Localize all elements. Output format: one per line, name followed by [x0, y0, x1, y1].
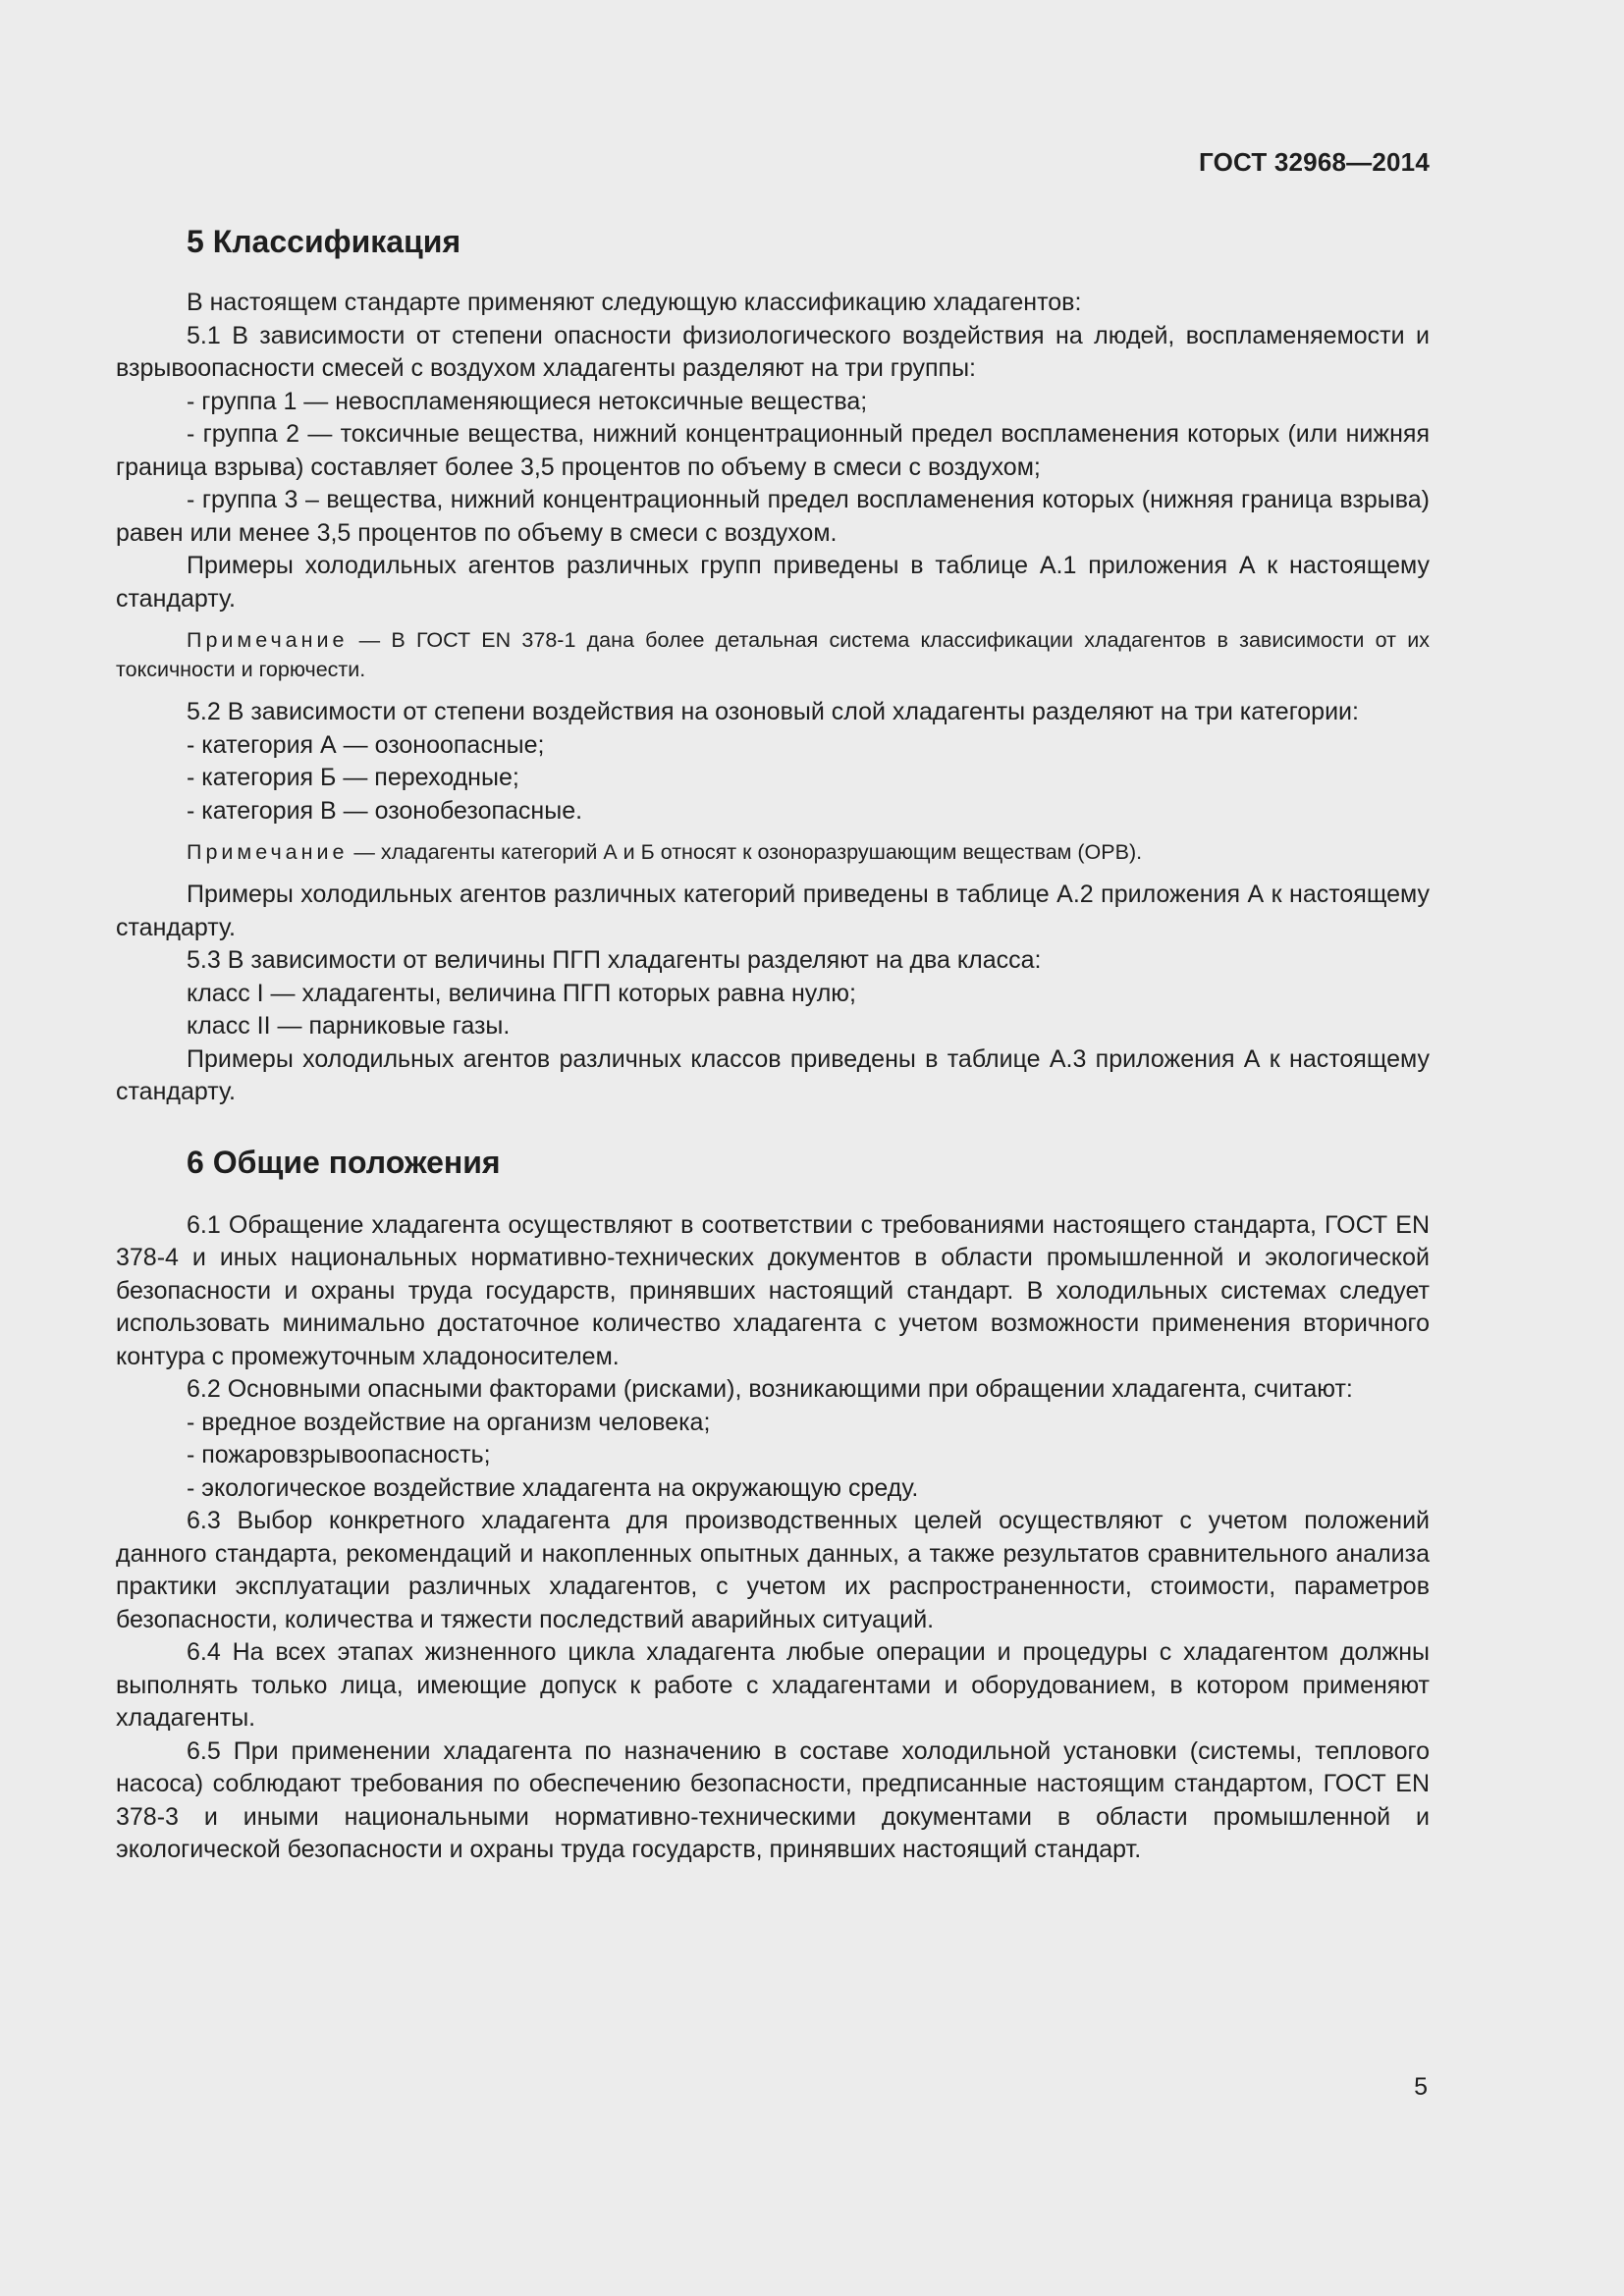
note-1	[116, 625, 1430, 684]
note-1-label: Примечание	[187, 628, 349, 652]
group-item-1: - группа 1 — невоспламеняющиеся нетоксичные вещества;	[187, 387, 868, 415]
risk-item-1: - вредное воздействие на организм человека;	[187, 1408, 711, 1436]
class-item-2: класс II — парниковые газы.	[187, 1012, 511, 1040]
category-item-a: - категория А — озоноопасные;	[187, 730, 545, 759]
clause-6-2: 6.2 Основными опасными факторами (рисками), возникающими при обращении хладагента, считают:	[187, 1375, 1353, 1403]
note-1-text: — В ГОСТ EN 378-1 дана более детальная система классификации хладагентов в зависимости от их токсичности и горючести.	[116, 628, 1430, 681]
clause-6-5: 6.5 При применении хладагента по назначению в составе холодильной установки (системы, теплового насоса) соблюдают требования по обеспечению безопасности, предписанные настоящим стандартом, ГОСТ EN 378-3 и иными национальными нормативно-техническими документами в области промышленной и экологической безопасности и охраны труда государств, принявших настоящий стандарт.	[116, 1736, 1430, 1863]
note-2	[116, 837, 1430, 867]
risk-item-2: - пожаровзрывоопасность;	[187, 1441, 491, 1468]
clause-6-1: 6.1 Обращение хладагента осуществляют в соответствии с требованиями настоящего стандарта, ГОСТ EN 378-4 и иных национальных нормативно-технических документов в области промышленной и экологической безопасности и охраны труда государств, принявших настоящий стандарт. В холодильных системах следует использовать минимально достаточное количество хладагента с учетом возможности применения вторичного контура с промежуточным хладоносителем.	[116, 1210, 1430, 1370]
page-number: 5	[1414, 2073, 1428, 2101]
group-item-2: - группа 2 — токсичные вещества, нижний концентрационный предел воспламенения которых (или нижняя граница взрыва) составляет более 3,5 процентов по объему в смеси с воздухом;	[116, 420, 1430, 481]
risk-item-3: - экологическое воздействие хладагента на окружающую среду.	[187, 1473, 919, 1502]
clause-6-4: 6.4 На всех этапах жизненного цикла хладагента любые операции и процедуры с хладагентом должны выполнять только лица, имеющие допуск к работе с хладагентами и оборудованием, в котором применяют хладагенты.	[116, 1638, 1430, 1732]
clause-5-3: 5.3 В зависимости от величины ПГП хладагенты разделяют на два класса:	[187, 946, 1042, 974]
clause-5-2: 5.2 В зависимости от степени воздействия на озоновый слой хладагенты разделяют на три категории:	[187, 698, 1359, 725]
category-item-v: - категория В — озонобезопасные.	[187, 796, 583, 825]
category-item-b: - категория Б — переходные;	[187, 764, 519, 791]
note-2-text: — хладагенты категорий А и Б относят к озоноразрушающим веществам (ОРВ).	[348, 840, 1143, 864]
section-5-title: 5 Классификация	[187, 224, 461, 259]
section-6-title: 6 Общие положения	[187, 1144, 501, 1180]
examples-categories: Примеры холодильных агентов различных категорий приведены в таблице А.2 приложения А к настоящему стандарту.	[116, 881, 1430, 941]
examples-classes: Примеры холодильных агентов различных классов приведены в таблице А.3 приложения А к настоящему стандарту.	[116, 1044, 1430, 1105]
document-body	[116, 222, 1430, 1867]
section-5-intro: В настоящем стандарте применяют следующую классификацию хладагентов:	[187, 289, 1082, 316]
clause-6-3: 6.3 Выбор конкретного хладагента для производственных целей осуществляют с учетом положений данного стандарта, рекомендаций и накопленных опытных данных, а также результатов сравнительного анализа практики эксплуатации различных хладагентов, с учетом их распространенности, стоимости, параметров безопасности, количества и тяжести последствий аварийных ситуаций.	[116, 1507, 1430, 1633]
note-2-label: Примечание	[187, 840, 349, 864]
clause-5-1: 5.1 В зависимости от степени опасности физиологического воздействия на людей, воспламеняемости и взрывоопасности смесей с воздухом хладагенты разделяют на три группы:	[116, 321, 1430, 382]
group-item-3: - группа 3 – вещества, нижний концентрационный предел воспламенения которых (нижняя граница взрыва) равен или менее 3,5 процентов по объему в смеси с воздухом.	[116, 486, 1430, 547]
examples-groups: Примеры холодильных агентов различных групп приведены в таблице А.1 приложения А к настоящему стандарту.	[116, 552, 1430, 613]
document-code-header: ГОСТ 32968—2014	[1199, 147, 1430, 177]
class-item-1: класс I — хладагенты, величина ПГП которых равна нулю;	[187, 979, 857, 1007]
